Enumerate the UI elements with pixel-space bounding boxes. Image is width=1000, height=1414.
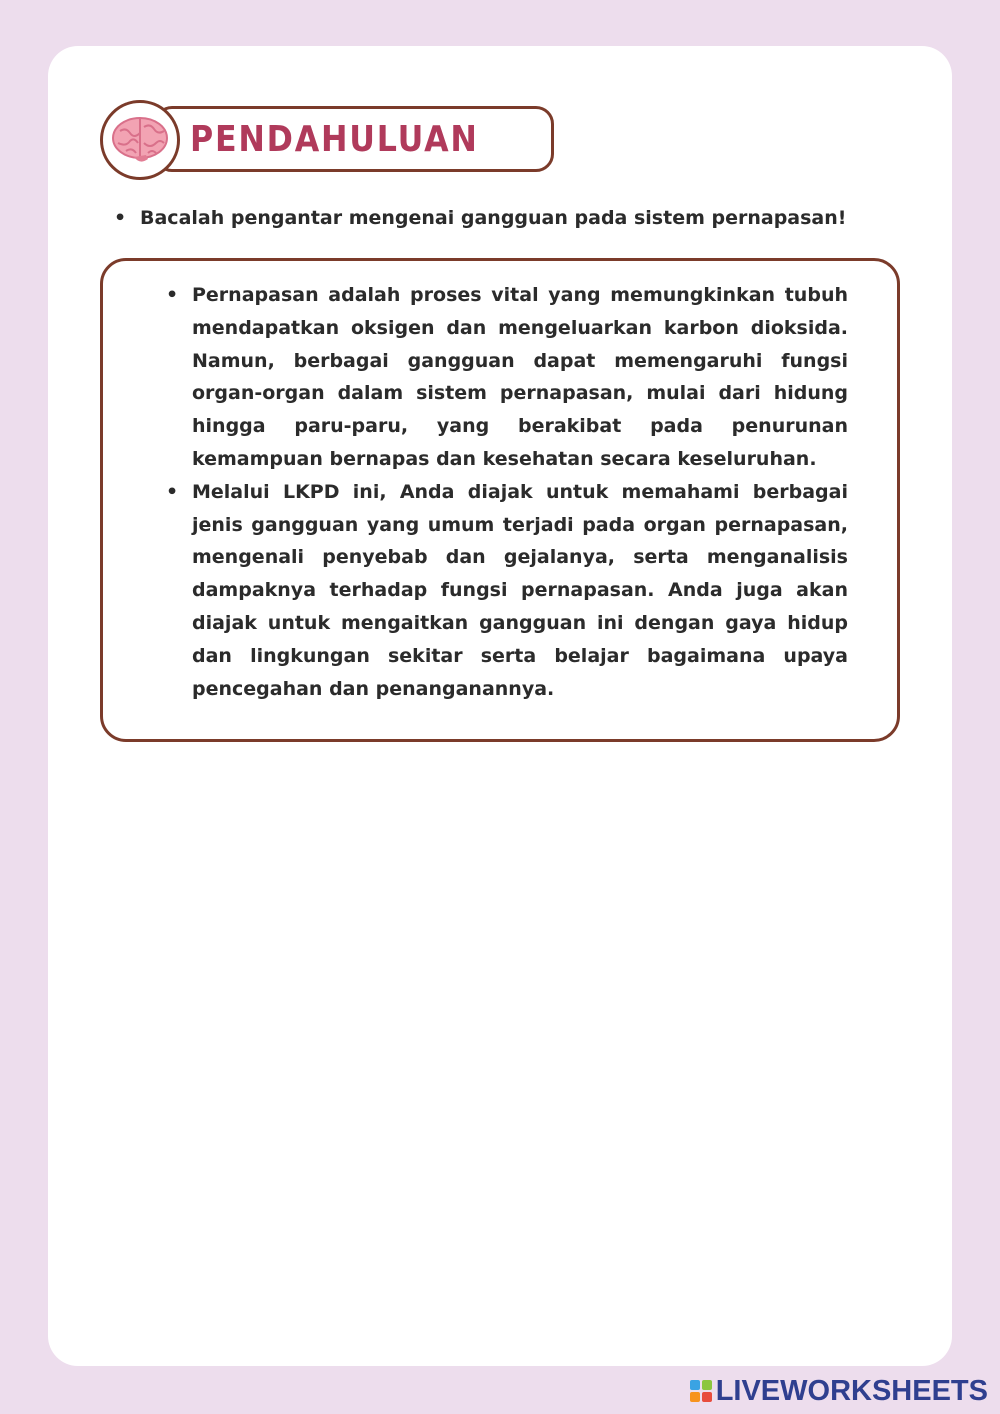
- section-title: PENDAHULUAN: [190, 119, 479, 160]
- brand-logo: [690, 1374, 988, 1408]
- paragraph-text: Melalui LKPD ini, Anda diajak untuk memahami berbagai jenis gangguan yang umum terjadi pada organ pernapasan, mengenali penyebab dan gejalanya, serta menganalisis dampaknya terhadap fungsi pernapasan. Anda juga akan diajak untuk mengaitkan gangguan ini dengan gaya hidup dan lingkungan sekitar serta belajar bagaimana upaya pencegahan dan penanganannya.: [192, 480, 848, 700]
- bullet-icon: •: [166, 480, 179, 503]
- paragraph-text: Pernapasan adalah proses vital yang memungkinkan tubuh mendapatkan oksigen dan mengeluarkan karbon dioksida. Namun, berbagai gangguan dapat memengaruhi fungsi organ-organ dalam sistem pernapasan, mulai dari hidung hingga paru-paru, yang berakibat pada penurunan kemampuan bernapas dan kesehatan secara keseluruhan.: [192, 284, 848, 470]
- content-list: [166, 279, 848, 705]
- instruction-text: Bacalah pengantar mengenai gangguan pada sistem pernapasan!: [140, 207, 847, 229]
- instruction-item: [114, 203, 914, 233]
- list-item: [166, 279, 848, 476]
- list-item: [166, 476, 848, 706]
- bullet-icon: •: [114, 207, 127, 229]
- brand-name: LIVEWORKSHEETS: [715, 1374, 988, 1407]
- brain-icon: [110, 113, 170, 167]
- title-icon-badge: [100, 100, 180, 180]
- brand-mark-icon: [690, 1380, 712, 1402]
- bullet-icon: •: [166, 284, 179, 306]
